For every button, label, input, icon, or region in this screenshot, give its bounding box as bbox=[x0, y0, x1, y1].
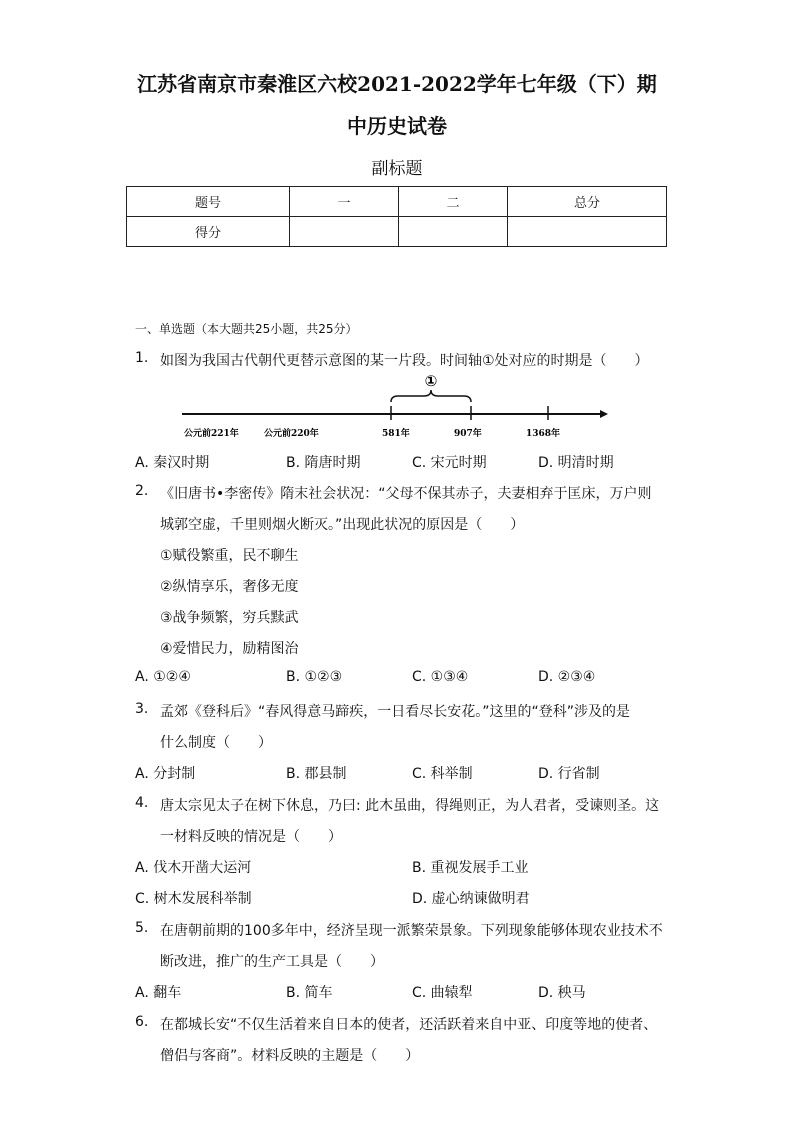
score-cell: 题号 bbox=[127, 187, 290, 217]
option-a[interactable]: A. 秦汉时期 bbox=[135, 455, 210, 471]
question-text: 孟郊《登科后》“春风得意马蹄疾，一日看尽长安花。”这里的“登科”涉及的是 bbox=[160, 704, 631, 720]
score-cell: 得分 bbox=[127, 217, 290, 247]
score-cell: 二 bbox=[399, 187, 508, 217]
question-text: 如图为我国古代朝代更替示意图的某一片段。时间轴①处对应的时期是（ ） bbox=[160, 353, 649, 369]
question-text: 《旧唐书•李密传》隋末社会状况：“父母不保其赤子，夫妻相弃于匡床，万户则 bbox=[160, 486, 652, 502]
option-a[interactable]: A. 伐木开凿大运河 bbox=[135, 860, 252, 876]
score-input-cell[interactable] bbox=[399, 217, 508, 247]
question-number: 3. bbox=[135, 701, 149, 717]
question-number: 1. bbox=[135, 350, 149, 366]
score-table bbox=[126, 186, 667, 247]
question-text: 一材料反映的情况是（ ） bbox=[160, 829, 342, 845]
timeline-figure bbox=[176, 370, 616, 442]
option-c[interactable]: C. 科举制 bbox=[412, 766, 473, 782]
option-d[interactable]: D. 秧马 bbox=[538, 985, 586, 1001]
score-cell: 一 bbox=[290, 187, 399, 217]
timeline-label: 907年 bbox=[454, 429, 482, 439]
option-c[interactable]: C. 曲辕犁 bbox=[412, 985, 473, 1001]
option-a[interactable]: A. 分封制 bbox=[135, 766, 196, 782]
timeline-label: 581年 bbox=[382, 429, 410, 439]
question-text: 在都城长安“不仅生活着来自日本的使者，还活跃着来自中亚、印度等地的使者、 bbox=[160, 1017, 658, 1033]
exam-title-line1: 江苏省南京市秦淮区六校2021-2022学年七年级（下）期 bbox=[137, 72, 657, 96]
score-table-score-row bbox=[127, 217, 667, 247]
option-d[interactable]: D. ②③④ bbox=[538, 669, 596, 685]
score-table-header-row bbox=[127, 187, 667, 217]
question-text: 城郭空虚，千里则烟火断灭。”出现此状况的原因是（ ） bbox=[160, 517, 525, 533]
timeline-marker: ① bbox=[424, 372, 438, 390]
option-a[interactable]: A. 翻车 bbox=[135, 985, 182, 1001]
question-text: 在唐朝前期的100多年中，经济呈现一派繁荣景象。下列现象能够体现农业技术不 bbox=[160, 923, 663, 939]
question-number: 2. bbox=[135, 483, 149, 499]
option-b[interactable]: B. 重视发展手工业 bbox=[412, 860, 529, 876]
statement-item: ②纵情享乐，奢侈无度 bbox=[160, 579, 299, 595]
question-text: 断改进，推广的生产工具是（ ） bbox=[160, 954, 384, 970]
timeline-label: 1368年 bbox=[526, 429, 561, 439]
question-number: 6. bbox=[135, 1014, 149, 1030]
statement-item: ①赋役繁重，民不聊生 bbox=[160, 548, 299, 564]
question-text: 僧侣与客商”。材料反映的主题是（ ） bbox=[160, 1048, 420, 1064]
option-b[interactable]: B. 郡县制 bbox=[286, 766, 347, 782]
option-c[interactable]: C. ①③④ bbox=[412, 669, 469, 685]
timeline-arrow bbox=[600, 410, 608, 418]
option-a[interactable]: A. ①②④ bbox=[135, 669, 191, 685]
option-b[interactable]: B. ①②③ bbox=[286, 669, 343, 685]
timeline-label: 公元前220年 bbox=[264, 429, 319, 439]
subtitle: 副标题 bbox=[371, 159, 423, 179]
timeline-label: 公元前221年 bbox=[184, 429, 239, 439]
option-d[interactable]: D. 明清时期 bbox=[538, 455, 614, 471]
question-text: 什么制度（ ） bbox=[160, 735, 272, 751]
exam-title-line2: 中历史试卷 bbox=[347, 114, 447, 138]
option-b[interactable]: B. 隋唐时期 bbox=[286, 455, 361, 471]
question-number: 5. bbox=[135, 920, 149, 936]
question-number: 4. bbox=[135, 795, 149, 811]
timeline-brace bbox=[391, 390, 471, 402]
option-b[interactable]: B. 简车 bbox=[286, 985, 333, 1001]
score-input-cell[interactable] bbox=[508, 217, 667, 247]
section-heading: 一、单选题（本大题共25小题，共25分） bbox=[135, 322, 358, 336]
option-c[interactable]: C. 宋元时期 bbox=[412, 455, 487, 471]
option-d[interactable]: D. 行省制 bbox=[538, 766, 600, 782]
score-input-cell[interactable] bbox=[290, 217, 399, 247]
option-d[interactable]: D. 虚心纳谏做明君 bbox=[412, 891, 530, 907]
option-c[interactable]: C. 树木发展科举制 bbox=[135, 891, 252, 907]
question-text: 唐太宗见太子在树下休息，乃曰: 此木虽曲，得绳则正，为人君者，受谏则圣。这 bbox=[160, 798, 660, 814]
statement-item: ③战争频繁，穷兵黩武 bbox=[160, 610, 299, 626]
score-cell: 总分 bbox=[508, 187, 667, 217]
statement-item: ④爱惜民力，励精图治 bbox=[160, 641, 299, 657]
